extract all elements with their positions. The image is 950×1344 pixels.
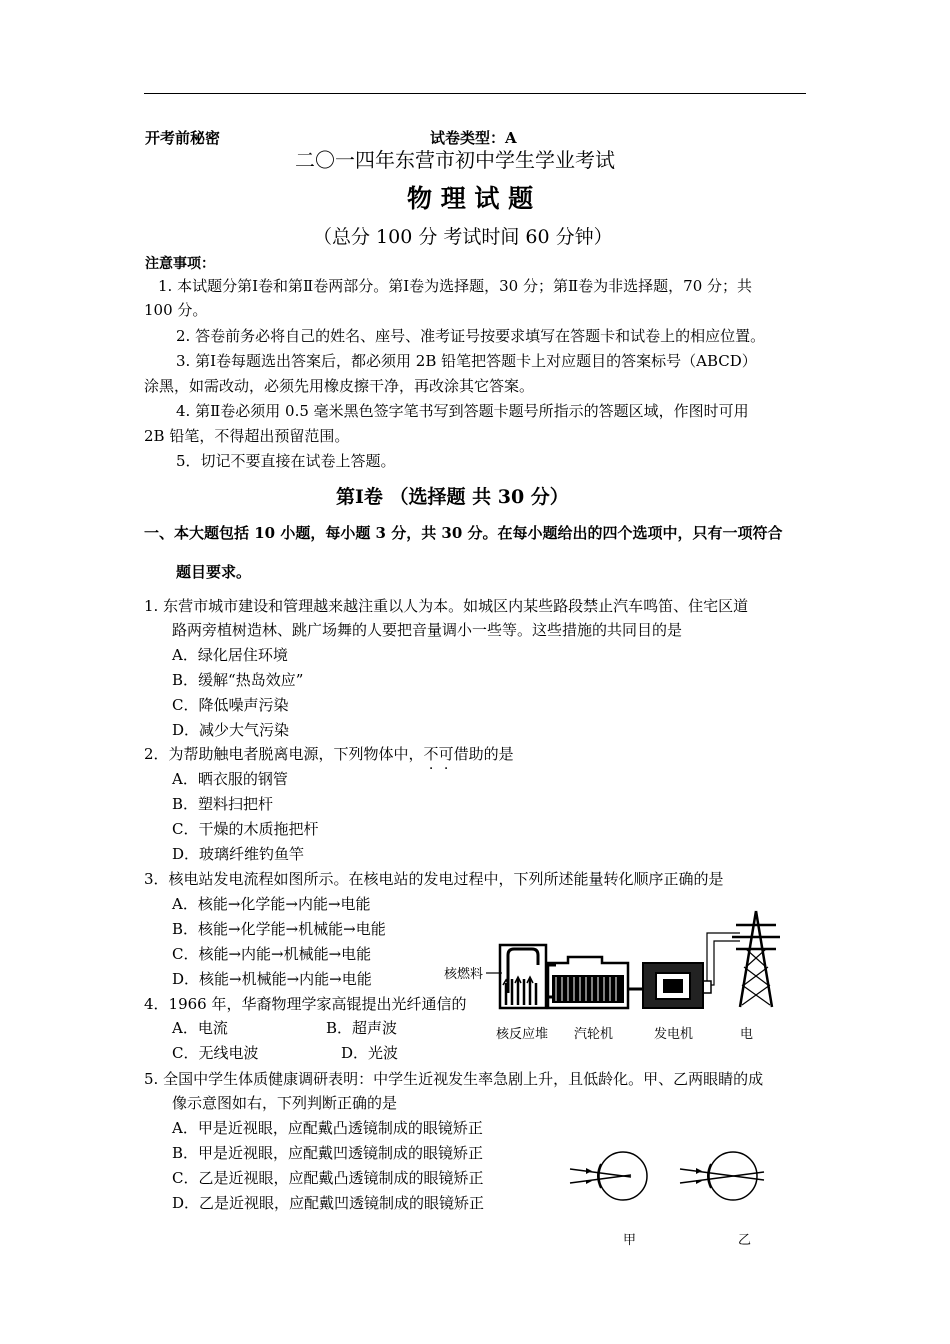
note-3b: 涂黑，如需改动，必须先用橡皮擦干净，再改涂其它答案。 — [144, 377, 535, 395]
q2-stem — [144, 744, 514, 764]
q1-stem-a: 1. 东营市城市建设和管理越来越注重以人为本。如城区内某些路段禁止汽车鸣笛、住宅区道 — [144, 597, 749, 615]
q1-option-d: D．减少大气污染 — [172, 721, 290, 739]
note-5: 5．切记不要直接在试卷上答题。 — [176, 452, 396, 470]
reactor-icon — [500, 945, 546, 1008]
q2-option-c: C．干燥的木质拖把杆 — [172, 820, 319, 838]
q3-option-b: B．核能→化学能→机械能→电能 — [172, 920, 386, 938]
q5-option-a: A．甲是近视眼，应配戴凸透镜制成的眼镜矫正 — [172, 1119, 483, 1137]
eye-yi-icon — [680, 1152, 764, 1200]
q2-option-d: D．玻璃纤维钓鱼竿 — [172, 845, 305, 863]
part1-instruction-a: 一、本大题包括 10 小题，每小题 3 分，共 30 分。在每小题给出的四个选项中，只有一项符合 — [144, 524, 783, 542]
secret-label: 开考前秘密 — [145, 129, 221, 147]
q4-option-c: C．无线电波 — [172, 1044, 259, 1062]
note-3a: 3. 第Ⅰ卷每题选出答案后，都必须用 2B 铅笔把答题卡上对应题目的答案标号（ABCD） — [176, 352, 757, 370]
generator-label: 发电机 — [654, 1027, 694, 1042]
nuclear-plant-diagram — [440, 905, 800, 1047]
eye-jia-label: 甲 — [623, 1233, 637, 1248]
q1-option-b: B．缓解“热岛效应” — [172, 671, 304, 689]
q3-option-d: D．核能→机械能→内能→电能 — [172, 970, 372, 988]
q4-option-a: A．电流 — [172, 1019, 228, 1037]
note-1b: 100 分。 — [144, 301, 208, 319]
top-rule — [144, 93, 806, 94]
q4-option-d: D．光波 — [341, 1044, 399, 1062]
generator-icon — [643, 963, 711, 1008]
q1-option-c: C．降低噪声污染 — [172, 696, 289, 714]
notes-heading: 注意事项： — [145, 256, 215, 272]
q3-option-c: C．核能→内能→机械能→电能 — [172, 945, 372, 963]
q5-option-b: B．甲是近视眼，应配戴凹透镜制成的眼镜矫正 — [172, 1144, 484, 1162]
eye-diagram — [568, 1140, 768, 1252]
subject-title: 物 理 试 题 — [407, 184, 534, 213]
score-time: （总分 100 分 考试时间 60 分钟） — [313, 226, 613, 248]
power-tower-icon — [732, 911, 780, 1007]
q5-stem-a: 5. 全国中学生体质健康调研表明：中学生近视发生率急剧上升，且低龄化。甲、乙两眼睛的成 — [144, 1070, 764, 1088]
q2-option-a: A．晒衣服的钢管 — [172, 770, 288, 788]
eye-jia-icon — [570, 1152, 647, 1200]
reactor-label: 核反应堆 — [496, 1027, 549, 1042]
turbine-icon — [548, 957, 628, 1008]
turbine-label: 汽轮机 — [574, 1027, 614, 1042]
part1-title: 第Ⅰ卷 （选择题 共 30 分） — [336, 486, 569, 508]
q5-option-d: D．乙是近视眼，应配戴凹透镜制成的眼镜矫正 — [172, 1194, 485, 1212]
grid-label: 电 — [740, 1027, 754, 1042]
note-4a: 4. 第Ⅱ卷必须用 0.5 毫米黑色签字笔书写到答题卡题号所指示的答题区域，作图时可用 — [176, 402, 749, 420]
q5-stem-b: 像示意图如右，下列判断正确的是 — [172, 1094, 398, 1112]
paper-type: 试卷类型：A — [430, 129, 517, 147]
note-4b: 2B 铅笔，不得超出预留范围。 — [144, 427, 350, 445]
note-1a: 1. 本试题分第Ⅰ卷和第Ⅱ卷两部分。第Ⅰ卷为选择题，30 分；第Ⅱ卷为非选择题，70 分；共 — [158, 277, 753, 295]
q5-option-c: C．乙是近视眼，应配戴凸透镜制成的眼镜矫正 — [172, 1169, 484, 1187]
power-wires — [707, 933, 740, 985]
q1-stem-b: 路两旁植树造林、跳广场舞的人要把音量调小一些等。这些措施的共同目的是 — [172, 621, 683, 639]
q2-stem-post: 借助的是 — [453, 745, 514, 763]
eye-yi-label: 乙 — [738, 1233, 752, 1248]
q2-stem-emphasis-2: 可 — [438, 745, 454, 763]
q1-option-a: A．绿化居住环境 — [172, 646, 288, 664]
note-2: 2. 答卷前务必将自己的姓名、座号、准考证号按要求填写在答题卡和试卷上的相应位置。 — [176, 327, 766, 345]
q3-option-a: A．核能→化学能→内能→电能 — [172, 895, 371, 913]
q4-stem: 4．1966 年，华裔物理学家高锟提出光纤通信的 — [144, 995, 467, 1013]
q4-option-b: B．超声波 — [326, 1019, 398, 1037]
q3-stem: 3．核电站发电流程如图所示。在核电站的发电过程中，下列所述能量转化顺序正确的是 — [144, 870, 724, 888]
q2-option-b: B．塑料扫把杆 — [172, 795, 274, 813]
fuel-label: 核燃料 — [444, 967, 484, 982]
q2-stem-pre: 2．为帮助触电者脱离电源，下列物体中， — [144, 745, 424, 763]
exam-title: 二〇一四年东营市初中学生学业考试 — [295, 148, 615, 172]
q2-stem-emphasis-1: 不 — [423, 745, 439, 763]
part1-instruction-b: 题目要求。 — [176, 563, 252, 581]
